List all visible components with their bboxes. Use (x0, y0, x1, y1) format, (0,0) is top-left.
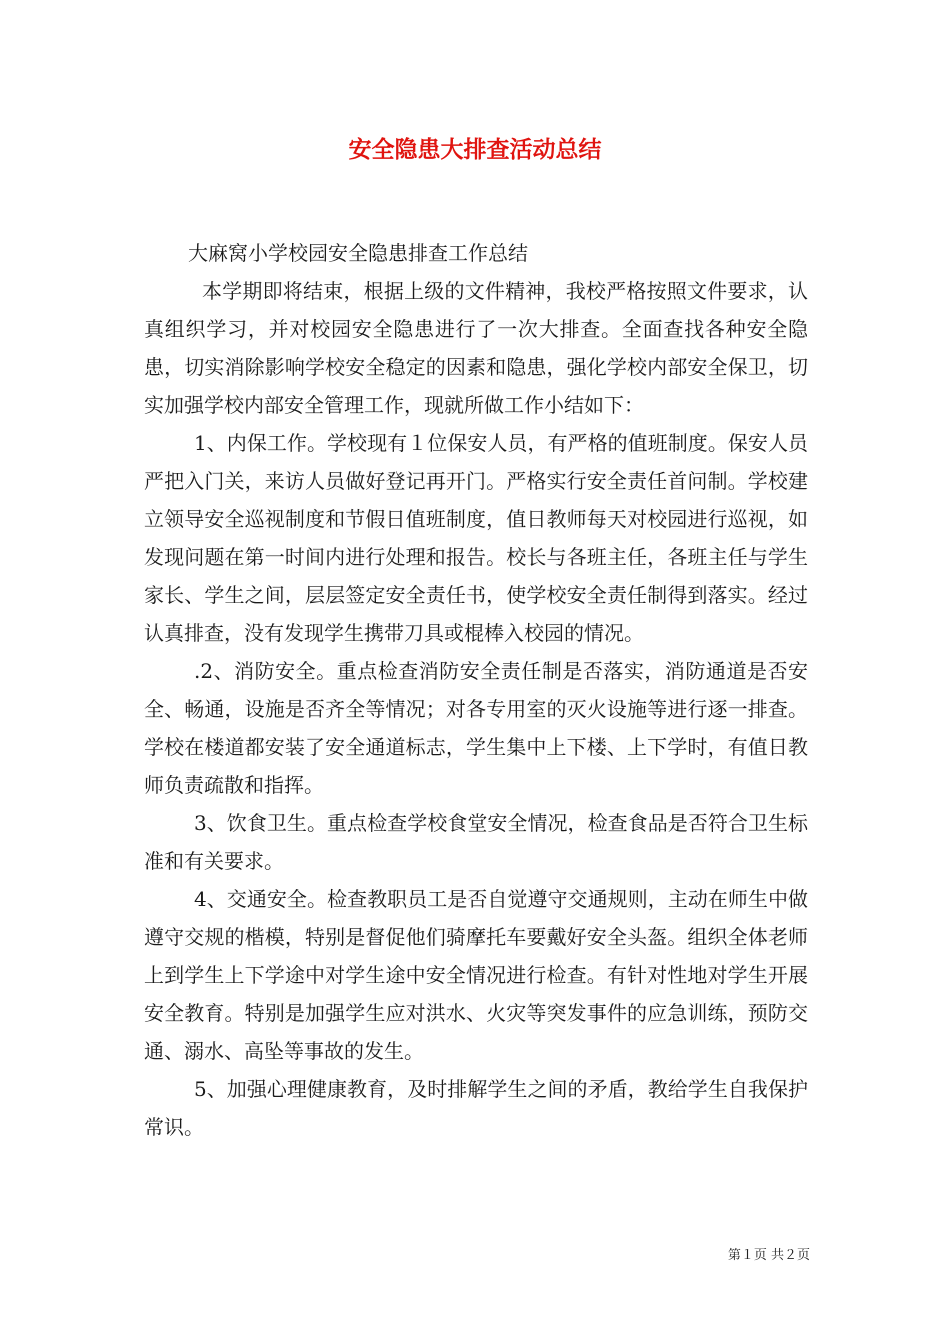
page-number: 第１页 共２页 (727, 1248, 810, 1263)
paragraph-food-hygiene: 3、饮食卫生。重点检查学校食堂安全情况，检查食品是否符合卫生标准和有关要求。 (144, 811, 808, 873)
paragraph-intro: 本学期即将结束，根据上级的文件精神，我校严格按照文件要求，认真组织学习，并对校园安全隐患进行了一次大排查。全面查找各种安全隐患，切实消除影响学校安全稳定的因素和隐患，强化学校内部安全保卫，切实加强学校内部安全管理工作，现就所做工作小结如下： (144, 279, 808, 417)
paragraph-security: 1、内保工作。学校现有１位保安人员，有严格的值班制度。保安人员严把入门关，来访人员做好登记再开门。严格实行安全责任首问制。学校建立领导安全巡视制度和节假日值班制度，值日教师每天对校园进行巡视，如发现问题在第一时间内进行处理和报告。校长与各班主任，各班主任与学生家长、学生之间，层层签定安全责任书，使学校安全责任制得到落实。经过认真排查，没有发现学生携带刀具或棍棒入校园的情况。 (144, 431, 808, 645)
document-body (144, 234, 808, 1146)
document-title: 安全隐患大排查活动总结 (348, 137, 602, 163)
paragraph-mental-health: 5、加强心理健康教育，及时排解学生之间的矛盾，教给学生自我保护常识。 (144, 1077, 808, 1139)
paragraph-fire-safety: .2、消防安全。重点检查消防安全责任制是否落实，消防通道是否安全、畅通，设施是否齐全等情况；对各专用室的灭火设施等进行逐一排查。学校在楼道都安装了安全通道标志，学生集中上下楼、上下学时，有值日教师负责疏散和指挥。 (144, 659, 808, 797)
paragraph-traffic-safety: 4、交通安全。检查教职员工是否自觉遵守交通规则，主动在师生中做遵守交规的楷模，特别是督促他们骑摩托车要戴好安全头盔。组织全体老师上到学生上下学途中对学生途中安全情况进行检查。有针对性地对学生开展安全教育。特别是加强学生应对洪水、火灾等突发事件的应急训练，预防交通、溺水、高坠等事故的发生。 (144, 887, 808, 1063)
document-subtitle: 大麻窝小学校园安全隐患排查工作总结 (188, 241, 528, 265)
